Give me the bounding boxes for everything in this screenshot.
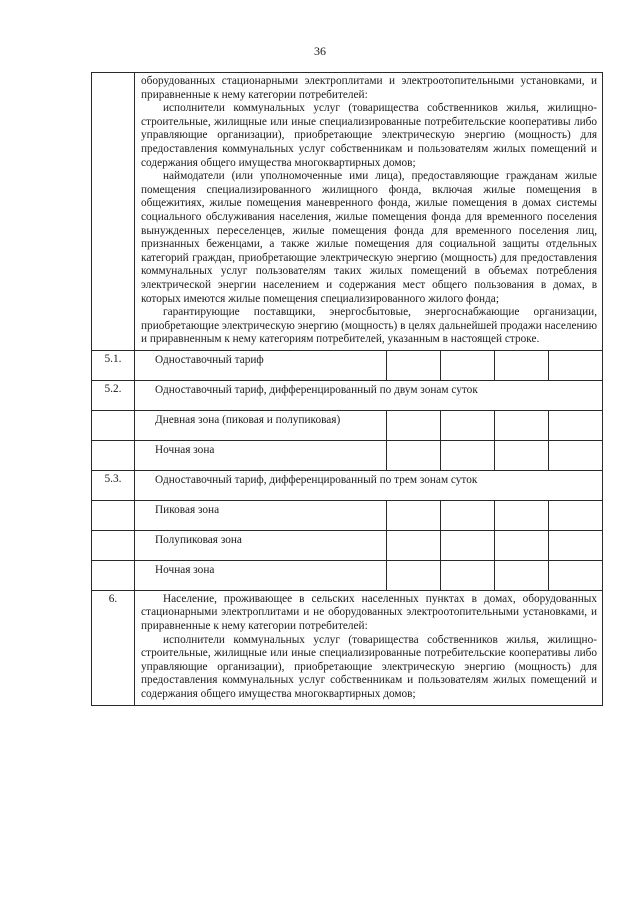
value-cell bbox=[387, 530, 441, 560]
value-cell bbox=[495, 410, 549, 440]
intro-text-cell bbox=[135, 73, 603, 351]
table-row bbox=[92, 560, 603, 590]
value-cell bbox=[495, 440, 549, 470]
value-cell bbox=[549, 440, 603, 470]
table-row bbox=[92, 410, 603, 440]
value-cell bbox=[441, 530, 495, 560]
row-number-empty bbox=[92, 410, 135, 440]
row-6-text-cell bbox=[135, 590, 603, 705]
value-cell bbox=[495, 560, 549, 590]
table-row bbox=[92, 440, 603, 470]
value-cell bbox=[549, 350, 603, 380]
value-cell bbox=[549, 560, 603, 590]
intro-paragraph: наймодатели (или уполномоченные ими лица), предоставляющие гражданам жилые помещения специализированного жилищного фонда, включая жилые помещения в общежитиях, жилые помещения маневренного фонда, жилые помещения в домах системы социального обслуживания населения, жилые помещения фонда для временного поселения вынужденных переселенцев, жилые помещения фонда для временного поселения лиц, признанных беженцами, а также жилые помещения для социальной защиты отдельных категорий граждан, приобретающие электрическую энергию (мощность) для предоставления коммунальных услуг пользователям таких жилых помещений в объемах потребления электрической энергии населением и содержания мест общего пользования в домах, в которых имеются жилые помещения специализированного жилого фонда; bbox=[141, 170, 598, 305]
row-number-empty bbox=[92, 73, 135, 351]
value-cell bbox=[441, 560, 495, 590]
intro-paragraph: исполнители коммунальных услуг (товарищества собственников жилья, жилищно-строительные, жилищные или иные специализированные потребительские кооперативы либо управляющие организации), приобретающие электрическую энергию (мощность) для предоставления коммунальных услуг собственникам и пользователям жилых помещений и содержания общего имущества многоквартирных домов; bbox=[141, 102, 598, 169]
intro-row bbox=[92, 73, 603, 351]
table-row bbox=[92, 530, 603, 560]
value-cell bbox=[549, 410, 603, 440]
row-label: Ночная зона bbox=[135, 440, 387, 470]
value-cell bbox=[387, 350, 441, 380]
value-cell bbox=[495, 530, 549, 560]
value-cell bbox=[495, 500, 549, 530]
row-number-empty bbox=[92, 530, 135, 560]
value-cell bbox=[441, 410, 495, 440]
intro-paragraph: гарантирующие поставщики, энергосбытовые, энергоснабжающие организации, приобретающие электрическую энергию (мощность) в целях дальнейшей продажи населению и приравненным к нему категориям потребителей, указанным в настоящей строке. bbox=[141, 306, 598, 346]
value-cell bbox=[387, 500, 441, 530]
value-cell bbox=[495, 350, 549, 380]
row-number: 6. bbox=[92, 590, 135, 705]
row-label: Одноставочный тариф bbox=[135, 350, 387, 380]
row-number: 5.1. bbox=[92, 350, 135, 380]
table-row bbox=[92, 350, 603, 380]
table-row bbox=[92, 380, 603, 410]
value-cell bbox=[441, 500, 495, 530]
row-6-paragraph: исполнители коммунальных услуг (товарищества собственников жилья, жилищно-строительные, жилищные или иные специализированные потребительские кооперативы либо управляющие организации), приобретающие электрическую энергию (мощность) для предоставления коммунальных услуг собственникам и пользователям жилых помещений и содержания общего имущества многоквартирных домов; bbox=[141, 633, 598, 701]
tariff-table bbox=[91, 72, 603, 706]
row-label: Одноставочный тариф, дифференцированный по двум зонам суток bbox=[135, 380, 603, 410]
table-row bbox=[92, 470, 603, 500]
row-label: Одноставочный тариф, дифференцированный по трем зонам суток bbox=[135, 470, 603, 500]
row-label: Полупиковая зона bbox=[135, 530, 387, 560]
row-number: 5.3. bbox=[92, 470, 135, 500]
row-number-empty bbox=[92, 560, 135, 590]
row-number-empty bbox=[92, 440, 135, 470]
page-number: 36 bbox=[314, 44, 326, 58]
row-label: Ночная зона bbox=[135, 560, 387, 590]
row-number-empty bbox=[92, 500, 135, 530]
value-cell bbox=[387, 440, 441, 470]
value-cell bbox=[441, 440, 495, 470]
value-cell bbox=[387, 560, 441, 590]
value-cell bbox=[387, 410, 441, 440]
row-label: Пиковая зона bbox=[135, 500, 387, 530]
row-number: 5.2. bbox=[92, 380, 135, 410]
row-label: Дневная зона (пиковая и полупиковая) bbox=[135, 410, 387, 440]
value-cell bbox=[549, 500, 603, 530]
value-cell bbox=[441, 350, 495, 380]
row-6-paragraph: Население, проживающее в сельских населенных пунктах в домах, оборудованных стационарными электроплитами и не оборудованных электроотопительными установками, и приравненные к нему категории потребителей: bbox=[141, 592, 598, 633]
intro-paragraph: оборудованных стационарными электроплитами и электроотопительными установками, и приравненные к нему категории потребителей: bbox=[141, 75, 598, 101]
value-cell bbox=[549, 530, 603, 560]
table-row bbox=[92, 590, 603, 705]
table-row bbox=[92, 500, 603, 530]
